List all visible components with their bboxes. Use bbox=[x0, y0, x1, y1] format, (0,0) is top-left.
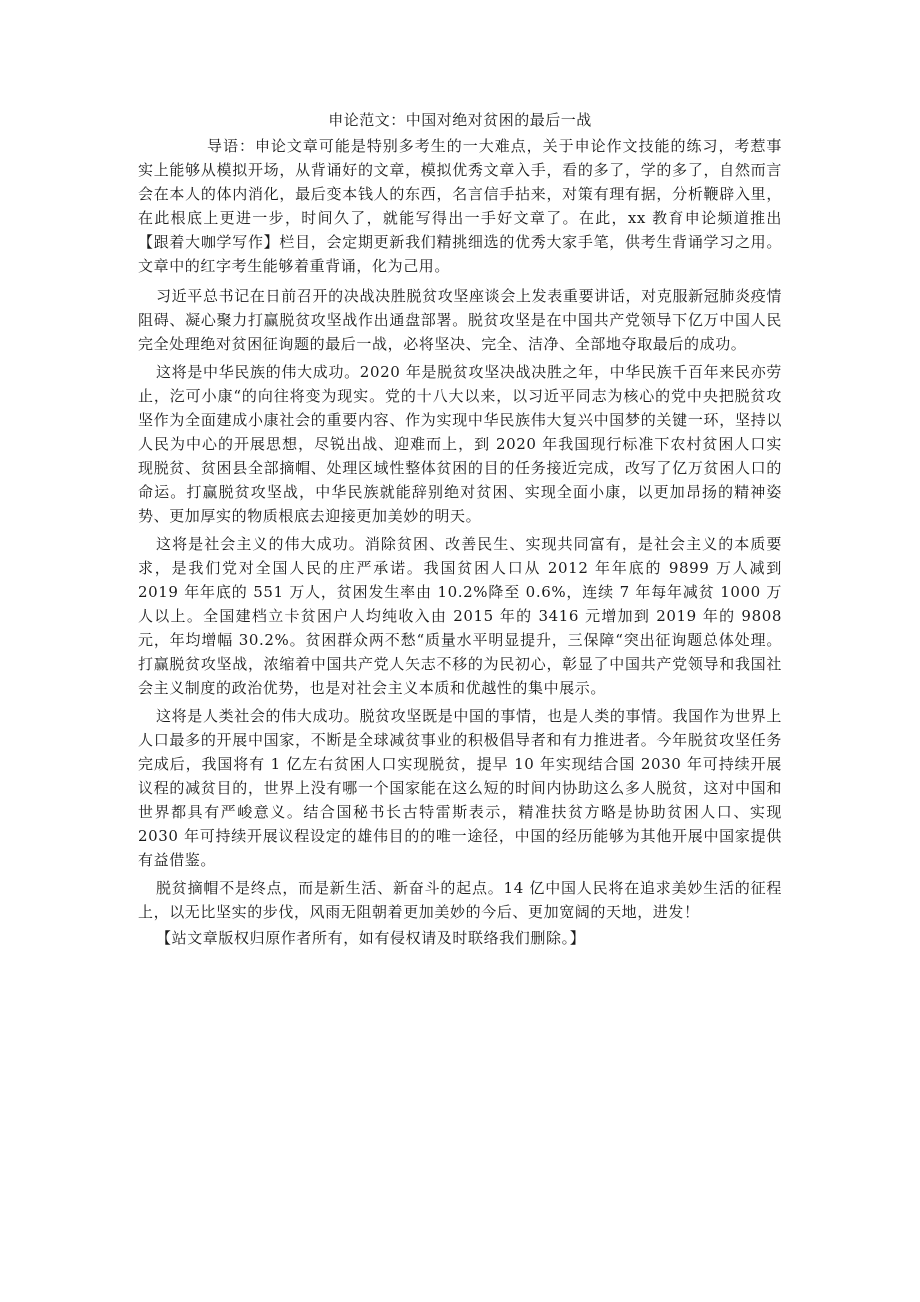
body-paragraph-1: 习近平总书记在日前召开的决战决胜脱贫攻坚座谈会上发表重要讲话，对克服新冠肺炎疫情阻碍、凝心聚力打赢脱贫攻坚战作出通盘部署。脱贫攻坚是在中国共产党领导下亿万中国人民完全处理绝对贫困征询题的最后一战，必将坚决、完全、洁净、全部地夺取最后的成功。 bbox=[138, 287, 782, 353]
copyright-notice: 【站文章版权归原作者所有，如有侵权请及时联络我们删除。】 bbox=[156, 929, 586, 947]
body-paragraph-2: 这将是中华民族的伟大成功。2020 年是脱贫攻坚决战决胜之年，中华民族千百年来民亦劳止，汔可小康“的向往将变为现实。党的十八大以来，以习近平同志为核心的党中央把脱贫攻坚作为全面建成小康社会的重要内容、作为实现中华民族伟大复兴中国梦的关键一环，坚持以人民为中心的开展思想，尽锐出战、迎难而上，到 2020 年我国现行标准下农村贫困人口实现脱贫、贫困县全部摘帽、处理区域性整体贫困的目的任务接近完成，改写了亿万贫困人口的命运。打赢脱贫攻坚战，中华民族就能辞别绝对贫困、实现全面小康，以更加昂扬的精神姿势、更加厚实的物质根底去迎接更加美妙的明天。 bbox=[138, 363, 782, 525]
document-page bbox=[138, 108, 782, 950]
body-paragraph-4: 这将是人类社会的伟大成功。脱贫攻坚既是中国的事情，也是人类的事情。我国作为世界上人口最多的开展中国家，不断是全球减贫事业的积极倡导者和有力推进者。今年脱贫攻坚任务完成后，我国将有 1 亿左右贫困人口实现脱贫，提早 10 年实现结合国 2030 年可持续开展议程的减贫目的，世界上没有哪一个国家能在这么短的时间内协助这么多人脱贫，这对中国和世界都具有严峻意义。结合国秘书长古特雷斯表示，精准扶贫方略是协助贫困人口、实现 2030 年可持续开展议程设定的雄伟目的的唯一途径，中国的经历能够为其他开展中国家提供有益借鉴。 bbox=[138, 707, 782, 869]
document-title: 申论范文：中国对绝对贫困的最后一战 bbox=[328, 111, 592, 129]
body-paragraph-3: 这将是社会主义的伟大成功。消除贫困、改善民生、实现共同富有，是社会主义的本质要求，是我们党对全国人民的庄严承诺。我国贫困人口从 2012 年年底的 9899 万人减到 2019 年年底的 551 万人，贫困发生率由 10.2%降至 0.6%，连续 7 年每年减贫 1000 万人以上。全国建档立卡贫困户人均纯收入由 2015 年的 3416 元增加到 2019 年的 9808 元，年均增幅 30.2%。贫困群众两不愁“质量水平明显提升，三保障“突出征询题总体处理。打赢脱贫攻坚战，浓缩着中国共产党人矢志不移的为民初心，彰显了中国共产党领导和我国社会主义制度的政治优势，也是对社会主义本质和优越性的集中展示。 bbox=[138, 535, 782, 697]
intro-paragraph: 导语：申论文章可能是特别多考生的一大难点，关于申论作文技能的练习，考惹事实上能够从模拟开场，从背诵好的文章，模拟优秀文章入手，看的多了，学的多了，自然而言会在本人的体内消化，最后变本钱人的东西，名言信手拈来，对策有理有据，分析鞭辟入里，在此根底上更进一步，时间久了，就能写得出一手好文章了。在此，xx 教育申论频道推出【跟着大咖学写作】栏目，会定期更新我们精挑细选的优秀大家手笔，供考生背诵学习之用。文章中的红字考生能够着重背诵，化为己用。 bbox=[138, 137, 782, 275]
body-paragraph-5: 脱贫摘帽不是终点，而是新生活、新奋斗的起点。14 亿中国人民将在追求美妙生活的征程上，以无比坚实的步伐，风雨无阻朝着更加美妙的今后、更加宽阔的天地，进发！ bbox=[138, 879, 782, 921]
